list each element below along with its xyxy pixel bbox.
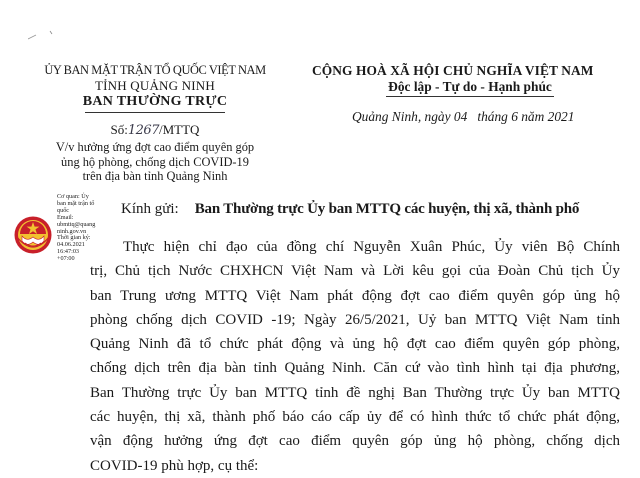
subject-line: V/v hưởng ứng đợt cao điểm quyên góp xyxy=(55,140,255,154)
number-suffix: /MTTQ xyxy=(158,122,200,137)
greeting-line xyxy=(121,201,579,218)
sig-line: ban mặt trận tổ xyxy=(57,199,95,207)
document-subject xyxy=(30,140,280,184)
national-motto: Độc lập - Tự do - Hạnh phúc xyxy=(388,79,552,94)
org-name-line3: BAN THƯỜNG TRỰC xyxy=(82,94,228,109)
sig-line: ubmttq@quang xyxy=(57,220,96,228)
body-line: Ban Thường trực Ủy ban MTTQ tỉnh đề nghị Ban Thường trực Ủy ban MTTQ xyxy=(90,384,620,401)
document-number xyxy=(30,122,280,139)
org-name-line1: ỦY BAN MẶT TRẬN TỔ QUỐC VIỆT NAM xyxy=(44,63,266,77)
sig-line: 04.06.2021 xyxy=(57,241,85,249)
motto-underline xyxy=(386,96,554,97)
national-header xyxy=(300,63,640,97)
issuing-organization xyxy=(30,63,280,113)
org-name-line2: TỈNH QUẢNG NINH xyxy=(95,78,215,93)
body-line: vận động hưởng ứng đợt cao điểm quyên góp ủng hộ phòng, chống dịch xyxy=(90,433,620,450)
letter-body xyxy=(90,235,620,478)
body-line: chống dịch trên địa bàn tỉnh Quảng Ninh. Căn cứ vào tình hình tại địa phương, xyxy=(90,360,620,377)
body-line: các huyện, thị xã, thành phố báo cáo cấp ủy để có hình thức tổ chức phát động, xyxy=(90,409,620,426)
sig-line: quốc xyxy=(57,206,70,214)
subject-line: trên địa bàn tỉnh Quảng Ninh xyxy=(82,169,228,183)
greeting-label: Kính gửi: xyxy=(121,201,179,217)
body-line: trị, Chủ tịch Nước CHXHCN Việt Nam và Lời kêu gọi của Đoàn Chủ tịch Ủy xyxy=(90,263,620,280)
sig-line: ninh.gov.vn xyxy=(57,227,87,235)
greeting-recipient: Ban Thường trực Ủy ban MTTQ các huyện, thị xã, thành phố xyxy=(194,201,580,217)
sig-line: Cơ quan: Ủy xyxy=(57,193,89,200)
number-prefix: Số: xyxy=(110,122,128,137)
body-line: Thực hiện chỉ đạo của đồng chí Nguyễn Xuân Phúc, Ủy viên Bộ Chính xyxy=(123,239,620,255)
sig-line: Thời gian ký: xyxy=(57,234,91,242)
body-line: ban Trung ương MTTQ Việt Nam phát động đợt cao điểm quyên góp ủng hộ xyxy=(90,287,620,304)
sig-line: +07:00 xyxy=(57,255,75,263)
sig-line: 16:47:03 xyxy=(57,248,80,256)
sig-line: Email: xyxy=(57,213,74,221)
body-line: Quảng Ninh đã tổ chức phát động và ủng hộ đợt cao điểm quyên góp phòng, xyxy=(90,336,620,353)
number-handwritten: 1267 xyxy=(127,123,159,138)
mttq-emblem-icon xyxy=(13,215,53,255)
org-underline xyxy=(85,112,225,113)
body-line: phòng chống dịch COVID -19; Ngày 26/5/2021, Uỷ ban MTTQ Việt Nam tỉnh xyxy=(90,311,620,328)
place-and-date: Quảng Ninh, ngày 04 tháng 6 năm 2021 xyxy=(352,109,575,124)
scan-artifact xyxy=(28,30,58,40)
nation-title: CỘNG HOÀ XÃ HỘI CHỦ NGHĨA VIỆT NAM xyxy=(312,63,594,78)
body-line: COVID-19 phù hợp, cụ thể: xyxy=(90,457,259,474)
subject-line: ủng hộ phòng, chống dịch COVID-19 xyxy=(61,154,249,169)
